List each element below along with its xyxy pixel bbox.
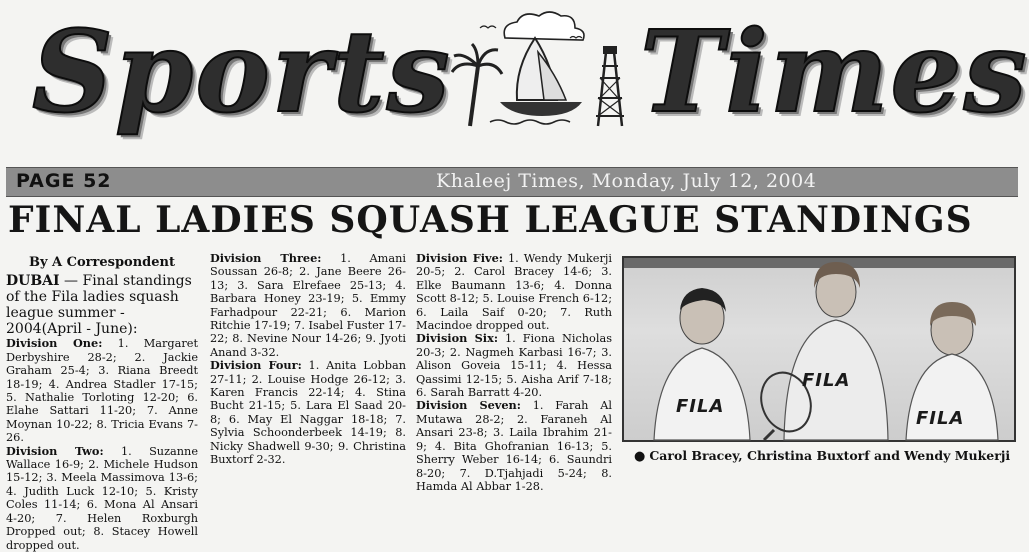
- masthead: [0, 0, 1029, 160]
- headline: FINAL LADIES SQUASH LEAGUE STANDINGS: [8, 199, 973, 241]
- dhow-palm-tower-emblem-icon: [450, 8, 630, 132]
- division-two: Division Two: 1. Suzanne Wallace 16-9; 2. Michele Hudson 15-12; 3. Meela Massimova 13-6; 4. Judith Luck 12-10; 5. Kristy Coles 11-14; 6. Mona Al Ansari 4-20; 7. Helen Roxburgh Dropped out; 8. Stacey Howell dropped out.: [6, 443, 199, 552]
- division-four: Division Four: 1. Anita Lobban 27-11; 2. Louise Hodge 26-12; 3. Karen Francis 22-14; 4. Stina Bucht 21-15; 5. Lara El Saad 20-8; 6. May El Naggar 18-18; 7. Sylvia Schoonderbeek 14-19; 8. Nicky Shadwell 9-30; 9. Christina Buxtorf 2-32.: [210, 358, 406, 467]
- players-photo: [622, 256, 1016, 442]
- article-column-2: [210, 252, 406, 474]
- article-column-3: [416, 251, 612, 493]
- article-lead: DUBAI — Final standings of the Fila ladies squash league summer - 2004(April - June):: [6, 273, 192, 338]
- masthead-times: Times: [640, 7, 1029, 138]
- page-band: [6, 167, 1018, 197]
- division-five: Division Five: 1. Wendy Mukerji 20-5; 2. Carol Bracey 14-6; 3. Elke Baumann 13-6; 4. Donna Scott 8-12; 5. Louise French 6-12; 6. Laila Saif 0-20; 7. Ruth Macindoe dropped out.: [416, 251, 612, 333]
- division-seven: Division Seven: 1. Farah Al Mutawa 28-2; 2. Faraneh Al Ansari 23-8; 3. Laila Ibrahim 21-9; 4. Bita Ghofranian 16-13; 5. Sherry Weber 16-14; 6. Saundri 8-20; 7. D.Tjahjadi 5-24; 8. Hamda Al Abbar 1-28.: [416, 398, 612, 493]
- division-three: Division Three: 1. Amani Soussan 26-8; 2. Jane Beere 26-13; 3. Sara Elrefaee 25-13; 4. Barbara Honey 23-19; 5. Emmy Farhadpour 22-21; 6. Marion Ritchie 17-19; 7. Isabel Fuster 17-22; 8. Nevine Nour 14-26; 9. Jyoti Anand 3-32.: [210, 251, 406, 359]
- photo-caption: ● Carol Bracey, Christina Buxtorf and Wendy Mukerji: [634, 448, 1011, 464]
- page-number: PAGE 52: [16, 170, 112, 192]
- division-one: Division One: 1. Margaret Derbyshire 28-2; 2. Jackie Graham 25-4; 3. Riana Breedt 18-19; 4. Andrea Stadler 17-15; 5. Nathalie Torloting 12-20; 6. Elahe Sattari 11-20; 7. Anne Moynan 10-22; 8. Tricia Evans 7-26.: [6, 336, 198, 445]
- shirt-logo-left: FILA: [676, 396, 725, 417]
- article-column-1: [6, 252, 199, 552]
- shirt-logo-right: FILA: [916, 408, 965, 429]
- dateline-place: DUBAI: [6, 273, 60, 290]
- bullet-icon: ●: [634, 449, 646, 464]
- shirt-logo-middle: FILA: [802, 370, 851, 391]
- masthead-sports: Sports: [32, 7, 452, 138]
- publication-dateline: Khaleej Times, Monday, July 12, 2004: [436, 170, 817, 192]
- division-six: Division Six: 1. Fiona Nicholas 20-3; 2. Nagmeh Karbasi 16-7; 3. Alison Goveia 15-11; 4. Hessa Qassimi 12-15; 5. Aisha Arif 7-18; 6. Sarah Barratt 4-20.: [416, 331, 612, 400]
- byline: By A Correspondent: [28, 255, 175, 270]
